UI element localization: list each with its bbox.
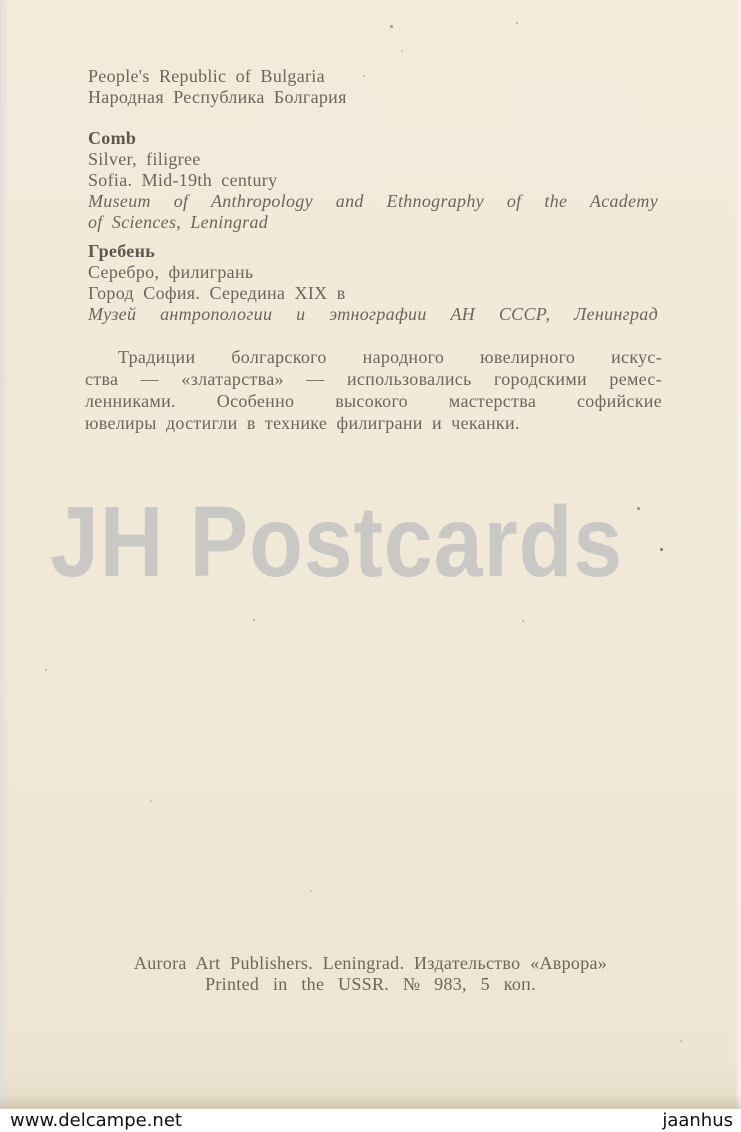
museum-name-ru: Музей антропологии и этнографии АН СССР, Ленинград	[88, 304, 658, 324]
paper-speck	[680, 1040, 682, 1042]
dealer-watermark: JH Postcards	[50, 486, 624, 598]
card-bottom-shadow	[0, 1094, 741, 1109]
museum-name-en-line2: of Sciences, Leningrad	[88, 212, 269, 232]
delcampe-url-text: www.delcampe.net	[10, 1110, 182, 1131]
description-line: ства — «златарства» — использовались городскими ремес-	[85, 369, 662, 389]
paper-speck	[310, 890, 312, 892]
publisher-imprint-line2: Printed in the USSR. № 983, 5 коп.	[205, 974, 536, 994]
scan-edge-left	[0, 0, 9, 1109]
country-name-en: People's Republic of Bulgaria	[88, 66, 325, 86]
museum-name-en-line1: Museum of Anthropology and Ethnography of the Academy	[88, 191, 658, 211]
paper-speck	[363, 75, 365, 77]
description-line: ленниками. Особенно высокого мастерства софийские	[85, 391, 662, 411]
paper-speck	[150, 800, 152, 802]
country-name-ru: Народная Республика Болгария	[88, 87, 347, 107]
paper-speck	[660, 548, 663, 551]
description-line: Традиции болгарского народного ювелирного искус-	[118, 347, 662, 367]
paper-speck	[637, 507, 640, 510]
publisher-imprint-line1: Aurora Art Publishers. Leningrad. Издательство «Аврора»	[133, 953, 608, 973]
paper-speck	[516, 22, 518, 24]
item-origin-en: Sofia. Mid-19th century	[88, 170, 278, 190]
item-title-en: Comb	[88, 128, 137, 148]
paper-speck	[401, 50, 403, 52]
scan-edge-right	[735, 0, 741, 1109]
marketplace-watermark-bar	[0, 1109, 741, 1132]
paper-speck	[522, 620, 524, 622]
paper-speck	[390, 25, 393, 28]
paper-speck	[45, 669, 47, 671]
item-material-ru: Серебро, филигрань	[88, 262, 254, 282]
seller-name-text: jaanhus	[662, 1110, 733, 1131]
item-material-en: Silver, filigree	[88, 149, 201, 169]
item-origin-ru: Город София. Середина XIX в	[88, 283, 346, 303]
description-line: ювелиры достигли в технике филиграни и чеканки.	[85, 413, 520, 433]
item-title-ru: Гребень	[88, 241, 156, 261]
paper-speck	[253, 619, 255, 621]
